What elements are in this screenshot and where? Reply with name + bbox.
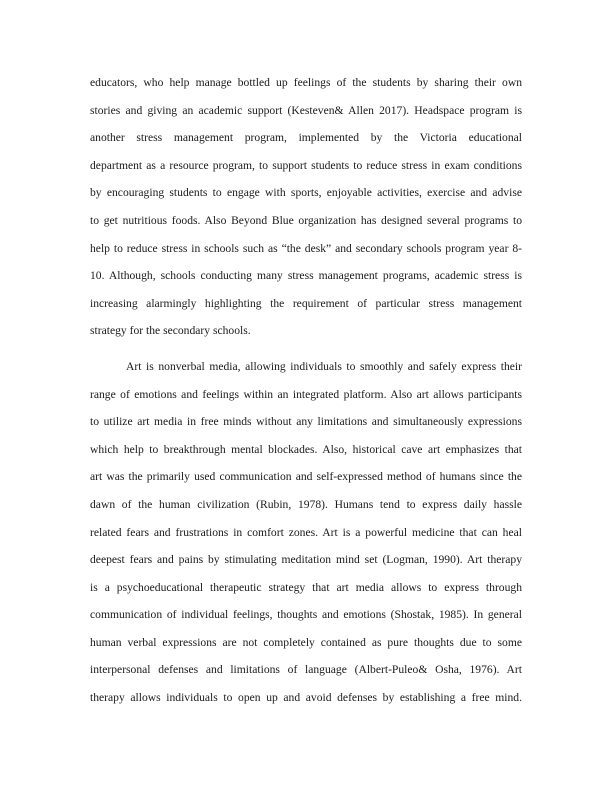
- paragraph-2: [90, 353, 522, 712]
- text-line: is a psychoeducational therapeutic strategy that art media allows to express through: [90, 580, 522, 594]
- text-line: help to reduce stress in schools such as “the desk” and secondary schools program year 8-: [90, 241, 522, 255]
- text-line: art was the primarily used communication and self-expressed method of humans since the: [90, 470, 522, 484]
- text-line: to utilize art media in free minds without any limitations and simultaneously expressions: [90, 415, 522, 429]
- text-line: 10. Although, schools conducting many stress management programs, academic stress is: [90, 269, 522, 283]
- text-line: communication of individual feelings, thoughts and emotions (Shostak, 1985). In general: [90, 608, 522, 622]
- text-line: deepest fears and pains by stimulating meditation mind set (Logman, 1990). Art therapy: [90, 553, 522, 567]
- text-line: stories and giving an academic support (Kesteven& Allen 2017). Headspace program is: [90, 103, 522, 117]
- text-line: range of emotions and feelings within an integrated platform. Also art allows participants: [90, 387, 522, 401]
- text-line: therapy allows individuals to open up and avoid defenses by establishing a free mind.: [90, 691, 522, 705]
- text-line: department as a resource program, to support students to reduce stress in exam conditions: [90, 158, 522, 172]
- paragraph-1: [90, 69, 522, 345]
- text-line: by encouraging students to engage with sports, enjoyable activities, exercise and advise: [90, 186, 522, 200]
- document-body: [90, 69, 522, 712]
- text-line: dawn of the human civilization (Rubin, 1978). Humans tend to express daily hassle: [90, 497, 522, 511]
- text-line: interpersonal defenses and limitations of language (Albert-Puleo& Osha, 1976). Art: [90, 663, 522, 677]
- text-line: strategy for the secondary schools.: [90, 324, 251, 338]
- text-line: another stress management program, implemented by the Victoria educational: [90, 131, 522, 145]
- text-line: to get nutritious foods. Also Beyond Blue organization has designed several programs to: [90, 213, 522, 227]
- text-line: human verbal expressions are not completely contained as pure thoughts due to some: [90, 635, 522, 649]
- text-line: related fears and frustrations in comfort zones. Art is a powerful medicine that can heal: [90, 525, 522, 539]
- text-line: increasing alarmingly highlighting the requirement of particular stress management: [90, 296, 522, 310]
- text-line: Art is nonverbal media, allowing individuals to smoothly and safely express their: [126, 359, 522, 373]
- text-line: which help to breakthrough mental blockades. Also, historical cave art emphasizes that: [90, 442, 522, 456]
- text-line: educators, who help manage bottled up feelings of the students by sharing their own: [90, 76, 522, 89]
